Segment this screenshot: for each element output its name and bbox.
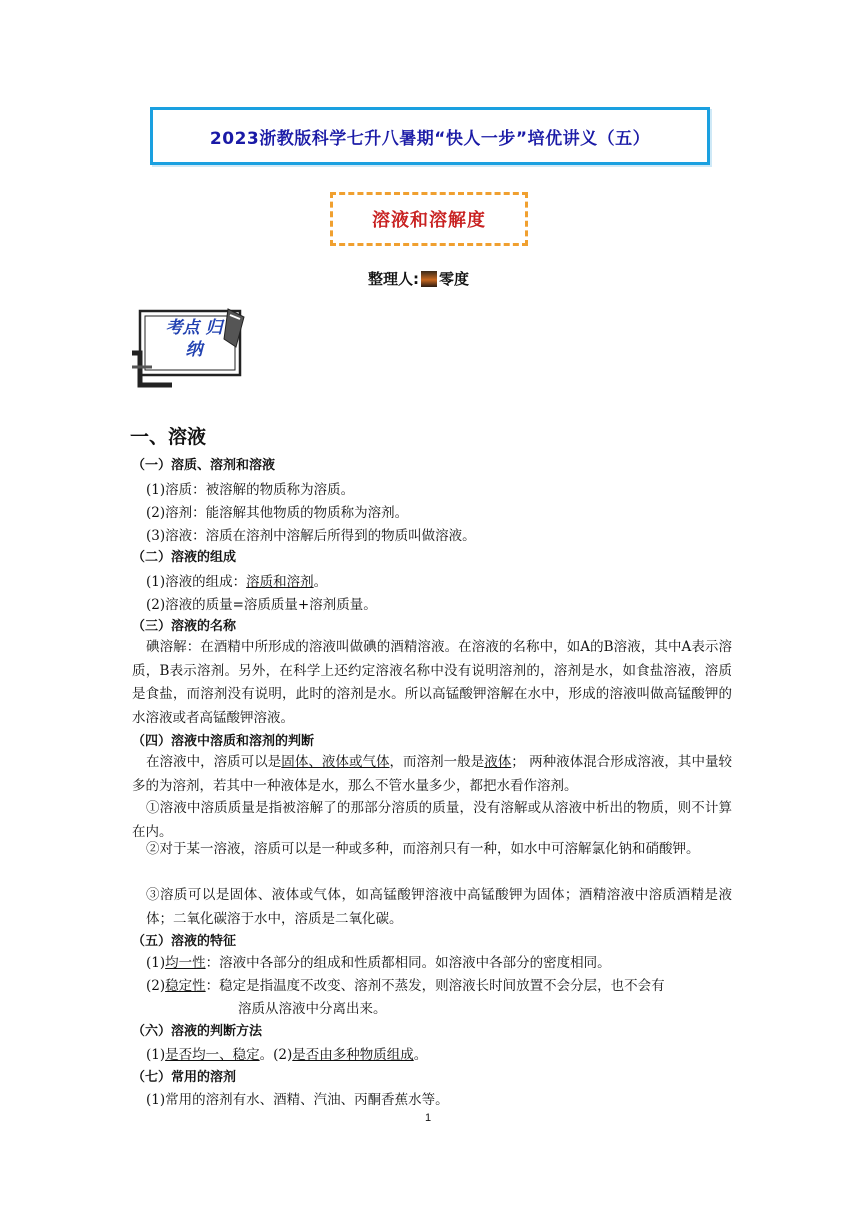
topic-title-box — [330, 192, 528, 246]
s2-item-1 — [146, 572, 327, 592]
s4-p-b: ，而溶剂一般是 — [389, 754, 485, 770]
s6-end: 。 — [413, 1047, 428, 1063]
s4-p-a: 在溶液中，溶质可以是 — [146, 754, 282, 770]
s4-p-u2: 液体 — [484, 754, 512, 770]
s6-mid: 。 — [259, 1047, 274, 1063]
s1-item-1: (1)溶质：被溶解的物质称为溶质。 — [146, 482, 355, 498]
s3-paragraph: 碘溶解：在酒精中所形成的溶液叫做碘的酒精溶液。在溶液的名称中，如A的B溶液，其中A表示溶质，B表示溶剂。另外，在科学上还约定溶液名称中没有说明溶剂的，溶剂是水，如食盐溶液，溶质是食盐，而溶剂没有说明，此时的溶剂是水。所以高锰酸钾溶解在水中，形成的溶液叫做高锰酸钾的水溶液或者高锰酸钾溶液。 — [132, 639, 732, 726]
s2-item-2: (2)溶液的质量=溶质质量+溶剂质量。 — [146, 597, 377, 613]
author-avatar-icon — [421, 271, 437, 287]
s1-item-3: (3)溶液：溶质在溶剂中溶解后所得到的物质叫做溶液。 — [146, 528, 476, 544]
s4-p-c: ； 两种液体混合形成溶液，其中量较多的为溶剂，若其中一种液体是水，那么不管水量多少，都把水看作溶剂。 — [132, 754, 733, 794]
lecture-title: 2023浙教版科学七升八暑期“快人一步”培优讲义（五） — [209, 128, 651, 149]
s4-paragraph — [132, 751, 732, 798]
s6-items — [146, 1045, 427, 1065]
subsection-2-title: （二）溶液的组成 — [132, 550, 237, 565]
s4-p-u1: 固体、液体或气体 — [281, 754, 390, 770]
section-heading: 一、溶液 — [130, 426, 207, 448]
s4-note-2: ②对于某一溶液，溶质可以是一种或多种，而溶剂只有一种，如水中可溶解氯化钠和硝酸钾。 — [146, 841, 700, 857]
subsection-6-title: （六）溶液的判断方法 — [132, 1024, 263, 1039]
s5-item-2-term: 稳定性 — [165, 978, 206, 994]
s5-item-1-text: ：溶液中各部分的组成和性质都相同。如溶液中各部分的密度相同。 — [205, 955, 611, 971]
s5-item-2 — [146, 976, 665, 996]
s5-item-1 — [146, 953, 611, 973]
s2-item-1-prefix: (1)溶液的组成： — [146, 574, 247, 590]
subsection-5-title: （五）溶液的特征 — [132, 934, 237, 949]
subsection-1-title: （一）溶质、溶剂和溶液 — [132, 458, 276, 473]
s5-item-2-num: (2) — [146, 978, 166, 994]
lecture-title-box — [150, 107, 710, 165]
key-points-badge — [132, 307, 250, 389]
subsection-7-title: （七）常用的溶剂 — [132, 1070, 237, 1085]
s1-item-2: (2)溶剂：能溶解其他物质的物质称为溶剂。 — [146, 505, 409, 521]
author-name: 零度 — [439, 270, 470, 288]
topic-title: 溶液和溶解度 — [372, 210, 486, 231]
s5-item-1-term: 均一性 — [165, 955, 206, 971]
author-line — [368, 268, 469, 289]
subsection-3-title: （三）溶液的名称 — [132, 619, 237, 634]
subsection-4-title: （四）溶液中溶质和溶剂的判断 — [132, 734, 315, 749]
page-number: 1 — [425, 1112, 432, 1124]
s6-u1: 是否均一、稳定 — [165, 1047, 260, 1063]
s2-item-1-suffix: 。 — [313, 574, 328, 590]
s5-item-2-cont: 溶质从溶液中分离出来。 — [238, 1001, 387, 1017]
key-points-label: 考点 归纳 — [165, 318, 223, 360]
s2-item-1-underline: 溶质和溶剂 — [246, 574, 314, 590]
s4-note-1: ①溶液中溶质质量是指被溶解了的那部分溶质的质量，没有溶解或从溶液中析出的物质，则不计算在内。 — [132, 800, 732, 840]
s5-item-1-num: (1) — [146, 955, 166, 971]
author-label: 整理人: — [368, 270, 419, 288]
s4-note-3: ③溶质可以是固体、液体或气体，如高锰酸钾溶液中高锰酸钾为固体；酒精溶液中溶质酒精是液体；二氧化碳溶于水中，溶质是二氧化碳。 — [146, 887, 732, 927]
s6-u2: 是否由多种物质组成 — [292, 1047, 414, 1063]
s6-n1: (1) — [146, 1047, 166, 1063]
s7-item-1: (1)常用的溶剂有水、酒精、汽油、丙酮香蕉水等。 — [146, 1092, 449, 1108]
s6-n2: (2) — [273, 1047, 293, 1063]
s5-item-2-text-1: ：稳定是指温度不改变、溶剂不蒸发，则溶液长时间放置不会分层，也不会有 — [205, 978, 665, 994]
